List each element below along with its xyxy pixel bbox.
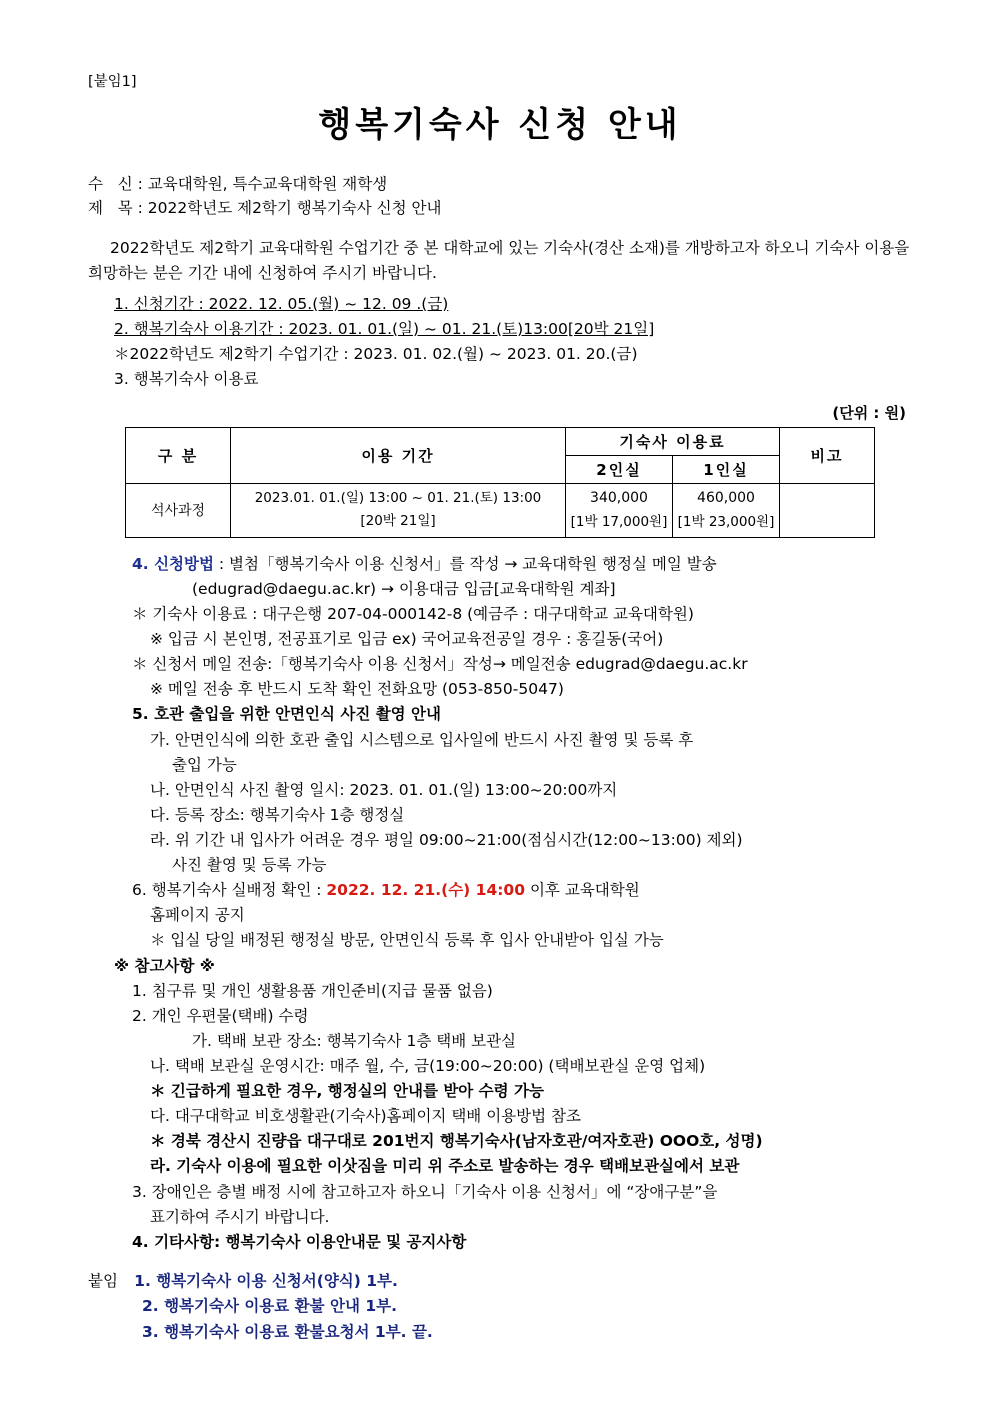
- item-mail-confirm: ※ 메일 전송 후 반드시 도착 확인 전화요망 (053-850-5047): [150, 680, 564, 699]
- attachment-label: 붙임: [88, 1271, 118, 1290]
- item-application-period: 1. 신청기간 : 2022. 12. 05.(월) ~ 12. 09 .(금): [114, 294, 449, 313]
- cell-single-fee-total: 460,000: [697, 490, 755, 507]
- note-2-c: 다. 대구대학교 비호생활관(기숙사)홈페이지 택배 이용방법 참조: [150, 1107, 581, 1126]
- item-room-assignment: [88, 878, 912, 903]
- cell-single-fee-nightly: [1박 23,000원]: [677, 513, 775, 530]
- note-2-b-star: ＊ 긴급하게 필요한 경우, 행정실의 안내를 받아 수령 가능: [150, 1082, 544, 1101]
- th-fee-group: 기숙사 이용료: [566, 428, 780, 456]
- item-class-period-note: ＊2022학년도 제2학기 수업기간 : 2023. 01. 02.(월) ~ 2023. 01. 20.(금): [114, 344, 638, 363]
- cell-double-fee-nightly: [1박 17,000원]: [570, 513, 668, 530]
- item-face-recognition-heading: 5. 호관 출입을 위한 안면인식 사진 촬영 안내: [132, 705, 441, 724]
- table-header-row: [126, 428, 875, 456]
- note-3: 3. 장애인은 층별 배정 시에 참고하고자 하오니「기숙사 이용 신청서」에 “장애구분”을: [132, 1182, 718, 1201]
- page-title: 행복기숙사 신청 안내: [318, 105, 682, 145]
- item-room-assignment-post: 이후 교육대학원: [525, 881, 640, 900]
- item-deposit-note: ※ 입금 시 본인명, 전공표기로 입금 ex) 국어교육전공일 경우 : 홍길동(국어): [150, 630, 664, 649]
- item-room-assignment-pre: 6. 행복기숙사 실배정 확인 :: [132, 881, 327, 900]
- item-apply-method-label: 4. 신청방법: [132, 554, 214, 573]
- item-face-a-cont: 출입 가능: [172, 755, 237, 774]
- cell-single-fee: [673, 484, 780, 538]
- note-3-cont: 표기하여 주시기 바랍니다.: [150, 1207, 330, 1226]
- note-2-b: 나. 택배 보관실 운영시간: 매주 월, 수, 금(19:00~20:00) (택배보관실 운영 업체): [150, 1056, 706, 1075]
- item-apply-method: [88, 552, 912, 577]
- note-2-a: 가. 택배 보관 장소: 행복기숙사 1층 택배 보관실: [192, 1031, 517, 1050]
- item-apply-method-text: : 별첨「행복기숙사 이용 신청서」를 작성 → 교육대학원 행정실 메일 발송: [213, 554, 717, 573]
- item-stay-period: 2. 행복기숙사 이용기간 : 2023. 01. 01.(일) ~ 01. 21.(토)13:00[20박 21일]: [114, 319, 655, 338]
- th-double-room: 2인실: [566, 456, 673, 484]
- cell-period-line2: [20박 21일]: [360, 513, 436, 530]
- recipient-line: 수 신 : 교육대학원, 특수교육대학원 재학생: [88, 175, 388, 193]
- cell-period: [231, 484, 566, 538]
- item-face-a: 가. 안면인식에 의한 호관 출입 시스템으로 입사일에 반드시 사진 촬영 및 등록 후: [150, 730, 694, 749]
- note-2-c-star: ＊ 경북 경산시 진량읍 대구대로 201번지 행복기숙사(남자호관/여자호관) OOO호, 성명): [150, 1132, 763, 1151]
- th-remark: 비고: [780, 428, 875, 484]
- item-face-d-cont: 사진 촬영 및 등록 가능: [172, 856, 327, 875]
- item-room-assignment-cont: 홈페이지 공지: [150, 906, 245, 925]
- table-row: [126, 484, 875, 538]
- item-room-assignment-date: 2022. 12. 21.(수) 14:00: [326, 881, 526, 900]
- intro-paragraph: 2022학년도 제2학기 교육대학원 수업기간 중 본 대학교에 있는 기숙사(경산 소재)를 개방하고자 하오니 기숙사 이용을 희망하는 분은 기간 내에 신청하여 주시기 바랍니다.: [88, 239, 910, 282]
- fee-table: [125, 427, 875, 538]
- item-bank-account: ＊ 기숙사 이용료 : 대구은행 207-04-000142-8 (예금주 : 대구대학교 교육대학원): [132, 605, 694, 624]
- attachment-tag: [붙임1]: [88, 74, 137, 90]
- attachment-item-1: 1. 행복기숙사 이용 신청서(양식) 1부.: [134, 1271, 398, 1290]
- notes-heading: ※ 참고사항 ※: [114, 956, 215, 975]
- th-period: 이용 기간: [231, 428, 566, 484]
- cell-period-line1: 2023.01. 01.(일) 13:00 ~ 01. 21.(토) 13:00: [254, 490, 542, 507]
- item-fee-heading: 3. 행복기숙사 이용료: [114, 369, 259, 388]
- cell-remark: [780, 484, 875, 538]
- th-single-room: 1인실: [673, 456, 780, 484]
- cell-division: 석사과정: [126, 484, 231, 538]
- th-division: 구 분: [126, 428, 231, 484]
- note-2-d: 라. 기숙사 이용에 필요한 이삿짐을 미리 위 주소로 발송하는 경우 택배보관실에서 보관: [150, 1157, 740, 1176]
- item-face-b: 나. 안면인식 사진 촬영 일시: 2023. 01. 01.(일) 13:00~20:00까지: [150, 780, 618, 799]
- note-4: 4. 기타사항: 행복기숙사 이용안내문 및 공지사항: [132, 1232, 467, 1251]
- attachment-item-2: 2. 행복기숙사 이용료 환불 안내 1부.: [142, 1297, 397, 1316]
- attachment-list: [88, 1269, 912, 1346]
- subject-line: 제 목 : 2022학년도 제2학기 행복기숙사 신청 안내: [88, 199, 442, 218]
- attachment-item-3: 3. 행복기숙사 이용료 환불요청서 1부. 끝.: [142, 1322, 433, 1341]
- item-face-c: 다. 등록 장소: 행복기숙사 1층 행정실: [150, 805, 405, 824]
- attachment-row-1: [88, 1269, 912, 1295]
- note-1: 1. 침구류 및 개인 생활용품 개인준비(지급 물품 없음): [132, 981, 493, 1000]
- item-room-assignment-star: ＊ 입실 당일 배정된 행정실 방문, 안면인식 등록 후 입사 안내받아 입실 가능: [150, 931, 664, 950]
- cell-double-fee: [566, 484, 673, 538]
- fee-unit-label: (단위 : 원): [832, 404, 906, 423]
- item-face-d: 라. 위 기간 내 입사가 어려운 경우 평일 09:00~21:00(점심시간(12:00~13:00) 제외): [150, 831, 743, 849]
- item-mail-send: ＊ 신청서 메일 전송:「행복기숙사 이용 신청서」작성→ 메일전송 edugrad@daegu.ac.kr: [132, 655, 748, 674]
- note-2: 2. 개인 우편물(택배) 수령: [132, 1006, 309, 1025]
- cell-double-fee-total: 340,000: [590, 490, 648, 507]
- item-apply-method-line2: (edugrad@daegu.ac.kr) → 이용대금 입금[교육대학원 계좌]: [192, 579, 616, 598]
